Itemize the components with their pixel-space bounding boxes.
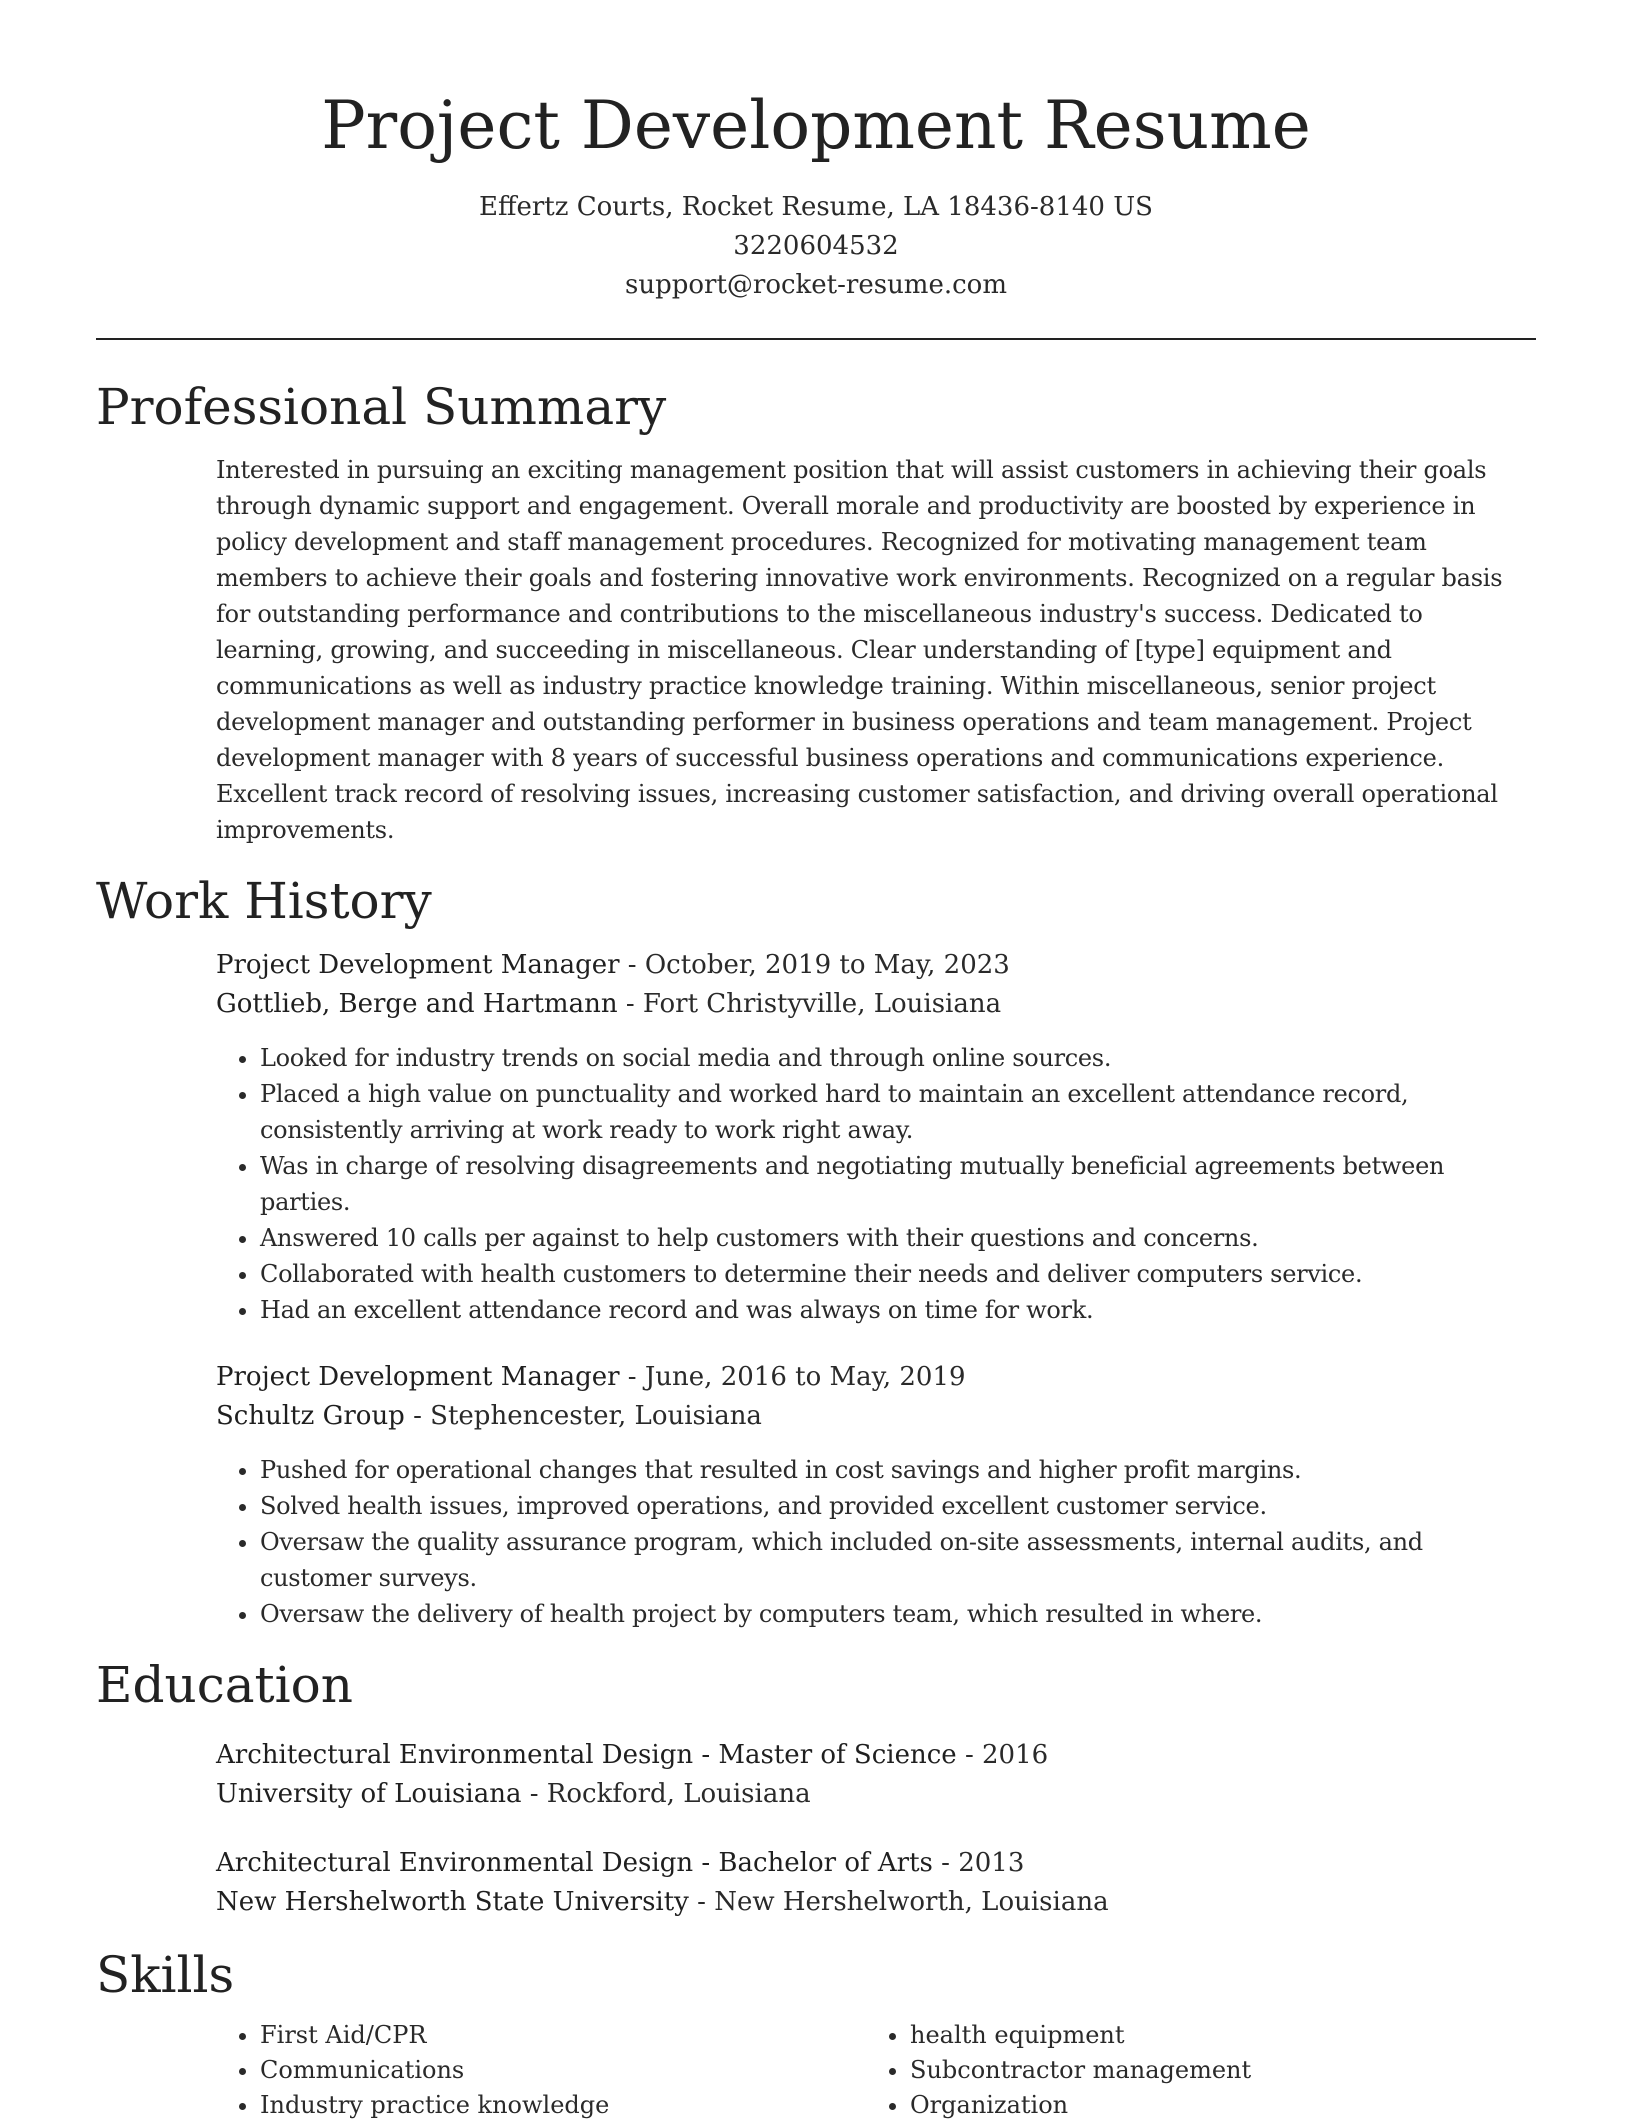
job-title-line	[216, 946, 1536, 985]
summary-section	[96, 374, 1536, 848]
job-title-line	[216, 1358, 1536, 1397]
job-bullet: • Was in charge of resolving disagreements and negotiating mutually beneficial agreements between parties.	[260, 1148, 1536, 1220]
job-bullet: • Collaborated with health customers to determine their needs and deliver computers service.	[260, 1256, 1536, 1292]
education-heading: Education	[96, 1656, 353, 1714]
education-section	[96, 1652, 1536, 1922]
job-company: Gottlieb, Berge and Hartmann	[216, 989, 618, 1019]
job-bullet: • Looked for industry trends on social media and through online sources.	[260, 1040, 1536, 1076]
job-bullets	[216, 1452, 1536, 1632]
contact-email: support@rocket-resume.com	[624, 270, 1007, 300]
job-bullet: • Solved health issues, improved operations, and provided excellent customer service.	[260, 1488, 1536, 1524]
job-bullet: • Oversaw the delivery of health project by computers team, which resulted in where.	[260, 1596, 1536, 1632]
work-history-heading: Work History	[96, 872, 432, 930]
contact-address: Effertz Courts, Rocket Resume, LA 18436-8140 US	[479, 192, 1153, 222]
header-divider	[96, 338, 1536, 340]
job-title: Project Development Manager	[216, 1362, 620, 1392]
job-entry	[216, 946, 1536, 1328]
contact-phone: 3220604532	[733, 231, 899, 261]
document-title: Project Development Resume	[321, 87, 1311, 164]
job-company-line	[216, 985, 1536, 1024]
skills-list-left	[216, 2018, 866, 2123]
skill-item: • Organization	[910, 2088, 1516, 2123]
school-line	[216, 1775, 1536, 1814]
job-bullets	[216, 1040, 1536, 1328]
job-bullet: • Oversaw the quality assurance program, which included on-site assessments, internal audits, and customer surveys.	[260, 1524, 1536, 1596]
degree-line	[216, 1844, 1536, 1883]
job-location: - Stephencester, Louisiana	[404, 1401, 762, 1431]
skills-columns	[216, 2018, 1536, 2123]
resume-page	[96, 0, 1536, 2123]
school-name: New Hershelworth State University	[216, 1887, 689, 1917]
skills-column-right	[866, 2018, 1516, 2123]
job-bullet: • Placed a high value on punctuality and worked hard to maintain an excellent attendance record, consistently arriving at work ready to work right away.	[260, 1076, 1536, 1148]
summary-text: Interested in pursuing an exciting management position that will assist customers in achieving their goals through dynamic support and engagement. Overall morale and productivity are boosted by experience in policy development and staff management procedures. Recognized for motivating management team members to achieve their goals and fostering innovative work environments. Recognized on a regular basis for outstanding performance and contributions to the miscellaneous industry's success. Dedicated to learning, growing, and succeeding in miscellaneous. Clear understanding of [type] equipment and communications as well as industry practice knowledge training. Within miscellaneous, senior project development manager and outstanding performer in business operations and team management. Project development manager with 8 years of successful business operations and communications experience. Excellent track record of resolving issues, increasing customer satisfaction, and driving overall operational improvements.	[216, 456, 1503, 844]
skills-column-left	[216, 2018, 866, 2123]
skill-item: • Industry practice knowledge	[260, 2088, 866, 2123]
work-history-section	[96, 868, 1536, 1632]
education-entry	[216, 1736, 1536, 1814]
job-bullet: • Had an excellent attendance record and was always on time for work.	[260, 1292, 1536, 1328]
job-dates: - June, 2016 to May, 2019	[619, 1362, 966, 1392]
education-entry	[216, 1844, 1536, 1922]
degree-year: - 2013	[932, 1848, 1025, 1878]
resume-header	[96, 0, 1536, 305]
skill-item: • Communications	[260, 2053, 866, 2088]
contact-block	[96, 188, 1536, 305]
summary-heading: Professional Summary	[96, 378, 667, 436]
degree-line	[216, 1736, 1536, 1775]
degree-field: Architectural Environmental Design - Master of Science	[216, 1740, 957, 1770]
degree-field: Architectural Environmental Design - Bachelor of Arts	[216, 1848, 933, 1878]
job-company-line	[216, 1397, 1536, 1436]
degree-year: - 2016	[956, 1740, 1049, 1770]
job-company: Schultz Group	[216, 1401, 405, 1431]
job-bullet: • Pushed for operational changes that resulted in cost savings and higher profit margins.	[260, 1452, 1536, 1488]
job-bullet: • Answered 10 calls per against to help customers with their questions and concerns.	[260, 1220, 1536, 1256]
school-location: - Rockford, Louisiana	[521, 1779, 811, 1809]
skills-section	[96, 1942, 1536, 2123]
school-name: University of Louisiana	[216, 1779, 522, 1809]
skills-heading: Skills	[96, 1946, 235, 2004]
school-line	[216, 1883, 1536, 1922]
skill-item: • Subcontractor management	[910, 2053, 1516, 2088]
skills-list-right	[866, 2018, 1516, 2123]
job-dates: - October, 2019 to May, 2023	[619, 950, 1010, 980]
skill-item: • First Aid/CPR	[260, 2018, 866, 2053]
job-location: - Fort Christyville, Louisiana	[617, 989, 1002, 1019]
school-location: - New Hershelworth, Louisiana	[688, 1887, 1109, 1917]
job-title: Project Development Manager	[216, 950, 620, 980]
skill-item: • health equipment	[910, 2018, 1516, 2053]
job-entry	[216, 1358, 1536, 1632]
